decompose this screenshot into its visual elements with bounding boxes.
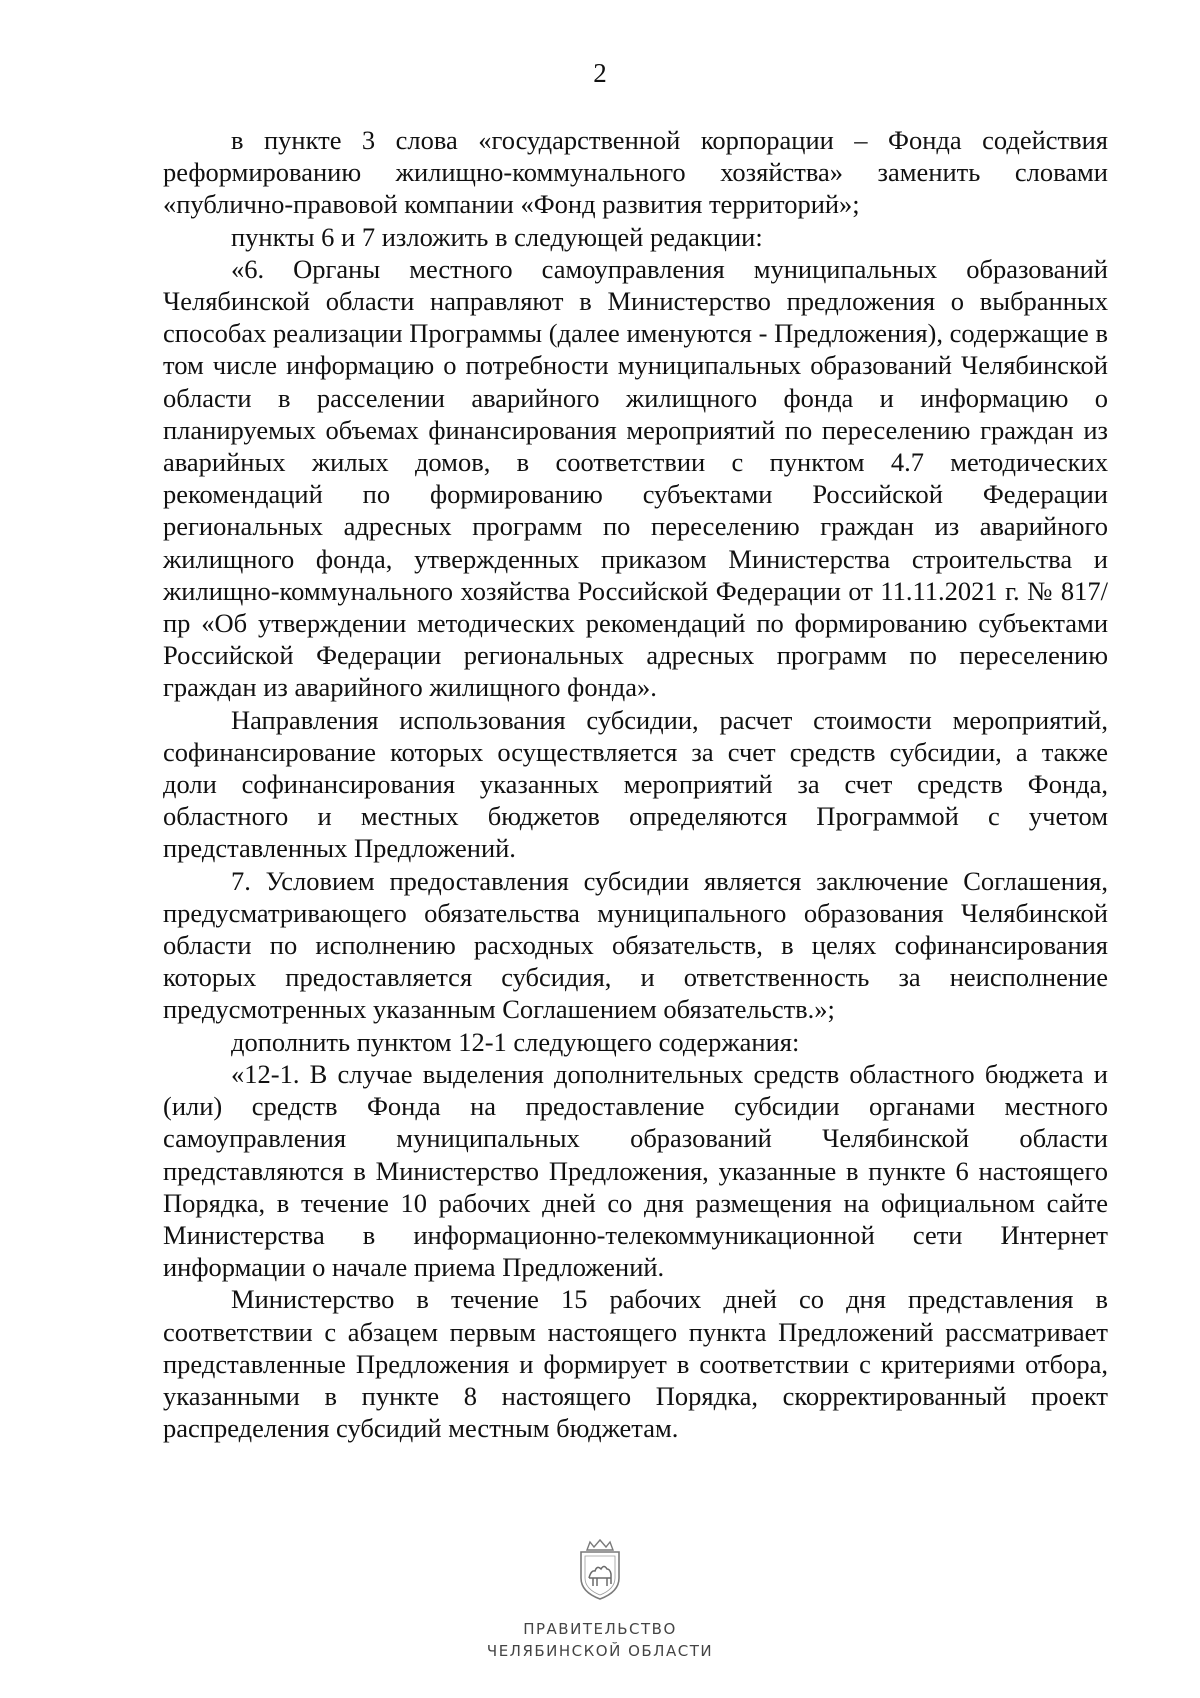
coat-of-arms-icon — [573, 1538, 627, 1602]
paragraph-4: Направления использования субсидии, расчет стоимости мероприятий, софинансирование которых осуществляется за счет средств субсидии, а также доли софинансирования указанных мероприятий за счет средств Фонда, областного и местных бюджетов определяются Программой с учетом представленных Предложений. — [163, 704, 1108, 864]
footer-watermark — [0, 1538, 1200, 1662]
document-body — [163, 124, 1108, 1444]
paragraph-7: «12-1. В случае выделения дополнительных средств областного бюджета и (или) средств Фонда на предоставление субсидии органами местного самоуправления муниципальных образований Челябинской области представляются в Министерство Предложения, указанные в пункте 6 настоящего Порядка, в течение 10 рабочих дней со дня размещения на официальном сайте Министерства в информационно-телекоммуникационной сети Интернет информации о начале приема Предложений. — [163, 1058, 1108, 1283]
footer-line-1: ПРАВИТЕЛЬСТВО — [523, 1620, 677, 1638]
paragraph-3: «6. Органы местного самоуправления муниципальных образований Челябинской области направляют в Министерство предложения о выбранных способах реализации Программы (далее именуются - Предложения), содержащие в том числе информацию о потребности муниципальных образований Челябинской области в расселении аварийного жилищного фонда и информацию о планируемых объемах финансирования мероприятий по переселению граждан из аварийных жилых домов, в соответствии с пунктом 4.7 методических рекомендаций по формированию субъектами Российской Федерации региональных адресных программ по переселению граждан из аварийного жилищного фонда, утвержденных приказом Министерства строительства и жилищно-коммунального хозяйства Российской Федерации от 11.11.2021 г. № 817/пр «Об утверждении методических рекомендаций по формированию субъектами Российской Федерации региональных адресных программ по переселению граждан из аварийного жилищного фонда». — [163, 253, 1108, 703]
paragraph-6: дополнить пунктом 12-1 следующего содержания: — [231, 1026, 800, 1057]
paragraph-1: в пункте 3 слова «государственной корпорации – Фонда содействия реформированию жилищно-коммунального хозяйства» заменить словами «публично-правовой компании «Фонд развития территорий»; — [163, 125, 1108, 220]
page-number: 2 — [593, 58, 607, 88]
paragraph-5: 7. Условием предоставления субсидии является заключение Соглашения, предусматривающего обязательства муниципального образования Челябинской области по исполнению расходных обязательств, в целях софинансирования которых предоставляется субсидия, и ответственность за неисполнение предусмотренных указанным Соглашением обязательств.»; — [163, 865, 1108, 1025]
paragraph-8: Министерство в течение 15 рабочих дней со дня представления в соответствии с абзацем первым настоящего пункта Предложений рассматривает представленные Предложения и формирует в соответствии с критериями отбора, указанными в пункте 8 настоящего Порядка, скорректированный проект распределения субсидий местным бюджетам. — [163, 1284, 1108, 1444]
footer-line-2: ЧЕЛЯБИНСКОЙ ОБЛАСТИ — [486, 1642, 714, 1660]
paragraph-2: пункты 6 и 7 изложить в следующей редакции: — [231, 221, 763, 252]
